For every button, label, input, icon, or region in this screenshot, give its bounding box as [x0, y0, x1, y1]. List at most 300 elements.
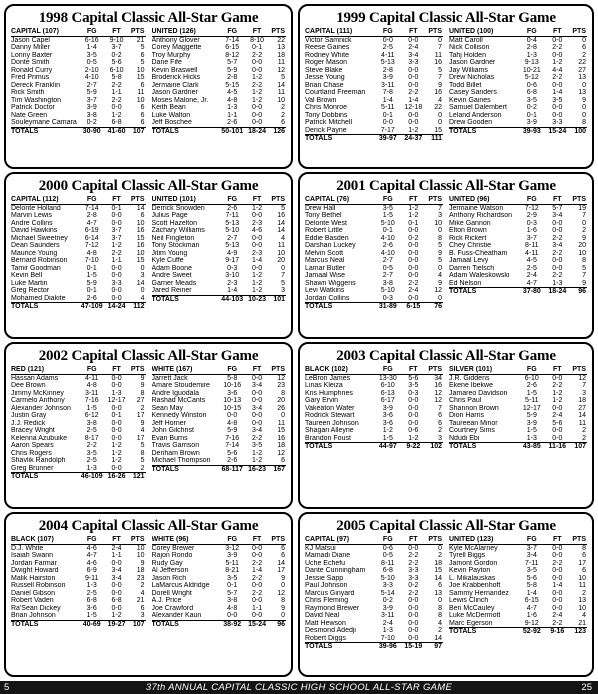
player-row	[152, 242, 287, 250]
player-name: Derrick Snowden	[151, 204, 205, 212]
player-pts: 5	[140, 457, 145, 464]
player-name: Desmond Adedji	[305, 627, 356, 634]
player-pts: 10	[578, 604, 586, 612]
player-ft: 0-0	[111, 559, 122, 567]
player-fg: 1-5	[86, 272, 97, 279]
player-row	[152, 427, 287, 435]
player-fg: 5-10	[380, 219, 395, 227]
player-ft: 2-2	[552, 74, 563, 81]
player-pts: 0	[582, 219, 586, 227]
player-pts: 27	[578, 66, 586, 74]
player-name: Mike Gannon	[449, 219, 491, 227]
player-fg: 6-8	[526, 89, 537, 96]
player-row	[152, 597, 287, 605]
player-fg: 0-0	[227, 412, 238, 419]
totals-label: TOTALS	[11, 473, 78, 481]
player-pts: 10	[136, 66, 145, 74]
player-fg: 5-13	[380, 59, 395, 66]
player-name: Lewis Clinch	[449, 597, 489, 604]
col-ft-header: FT	[402, 28, 425, 36]
player-name: Robert Diggs	[305, 634, 346, 642]
header-row	[305, 366, 443, 374]
player-fg: 2-6	[526, 382, 537, 389]
player-ft: 0-0	[552, 552, 563, 559]
player-ft: 0-0	[252, 242, 263, 249]
player-fg: 6-16	[84, 36, 99, 44]
col-pts-header: PTS	[269, 196, 287, 204]
col-pts-header: PTS	[425, 196, 443, 204]
player-pts: 16	[434, 89, 442, 96]
player-ft: 0-0	[252, 552, 263, 559]
player-row	[11, 390, 146, 398]
player-pts: 5	[281, 74, 285, 81]
player-fg: 6-14	[84, 234, 99, 242]
player-row	[11, 89, 146, 97]
player-row	[449, 112, 587, 120]
player-pts: 12	[578, 374, 586, 382]
totals-ft: 19-27	[105, 620, 128, 628]
player-row	[449, 435, 587, 443]
player-name: Jermaine Watson	[449, 204, 504, 212]
player-name: Delonte West	[305, 219, 347, 227]
player-name: Marcus Neal	[305, 257, 345, 264]
player-row	[152, 272, 287, 280]
player-row	[152, 89, 287, 97]
player-pts: 6	[281, 544, 285, 552]
player-fg: 2-4	[382, 619, 393, 627]
player-fg: 5-11	[525, 397, 539, 404]
player-ft: 8-10	[250, 36, 265, 44]
player-ft: 0-3	[408, 389, 419, 397]
player-row	[305, 382, 443, 390]
player-name: Jason Rich	[151, 574, 187, 582]
player-row	[11, 560, 146, 568]
header-row	[11, 536, 146, 544]
player-row	[152, 59, 287, 67]
player-name: Kevin Bell	[11, 272, 43, 279]
player-fg: 5-9	[526, 412, 537, 419]
player-row	[11, 52, 146, 60]
player-ft: 0-0	[552, 111, 563, 119]
player-name: Jordan Farmar	[11, 559, 57, 567]
player-pts: 0	[438, 36, 442, 44]
player-pts: 4	[281, 234, 285, 242]
player-ft: 1-2	[252, 96, 263, 104]
player-row	[11, 235, 146, 243]
player-row	[11, 112, 146, 120]
player-row	[449, 272, 587, 280]
team-header: RED (121)	[11, 366, 78, 374]
player-ft: 0-0	[111, 374, 122, 382]
player-name: Rajon Rondo	[151, 552, 193, 559]
player-ft: 0-0	[408, 544, 419, 552]
player-ft: 2-2	[552, 234, 563, 242]
player-name: Rick Rickert	[449, 234, 487, 242]
player-fg: 6-15	[225, 44, 240, 51]
col-pts-header: PTS	[269, 536, 287, 544]
team-box-score	[152, 28, 287, 135]
player-name: Vakeaton Wafer	[305, 404, 355, 412]
player-pts: 27	[136, 397, 145, 404]
player-fg: 0-3	[227, 264, 238, 272]
player-ft: 0-0	[111, 212, 122, 219]
box-score-table	[305, 28, 443, 143]
totals-fg: 44-97	[374, 443, 402, 451]
player-row	[305, 227, 443, 235]
player-fg: 5-13	[225, 219, 240, 227]
player-pts: 5	[438, 242, 442, 249]
player-fg: 5-9	[86, 279, 97, 287]
player-fg: 7-10	[380, 634, 395, 642]
player-ft: 0-0	[111, 434, 122, 442]
player-pts: 9	[140, 559, 145, 567]
totals-ft: 15-24	[546, 127, 569, 135]
player-row	[305, 405, 443, 413]
player-row	[305, 605, 443, 613]
player-pts: 0	[140, 287, 145, 294]
player-ft: 0-0	[252, 389, 263, 397]
player-pts: 4	[140, 589, 145, 597]
player-row	[11, 412, 146, 420]
player-pts: 14	[578, 412, 586, 419]
player-ft: 0-1	[408, 219, 419, 227]
player-fg: 3-11	[381, 81, 395, 89]
player-row	[305, 220, 443, 228]
player-ft: 2-2	[252, 589, 263, 597]
player-ft: 1-4	[252, 567, 263, 574]
player-ft: 0-0	[252, 582, 263, 589]
player-row	[152, 552, 287, 560]
player-name: Tony Dobbins	[305, 111, 348, 119]
player-ft: 1-3	[552, 279, 563, 287]
totals-fg: 39-96	[374, 643, 402, 651]
col-fg-header: FG	[374, 536, 402, 544]
player-ft: 2-2	[552, 619, 563, 627]
player-row	[449, 227, 587, 235]
player-name: David Hawkins	[11, 227, 58, 234]
totals-fg: 37-80	[518, 288, 546, 296]
player-ft: 1-2	[408, 204, 419, 212]
totals-label: TOTALS	[305, 643, 374, 651]
player-row	[305, 560, 443, 568]
team-header: SILVER (101)	[449, 366, 518, 374]
totals-pts: 76	[425, 303, 443, 311]
totals-row	[305, 643, 443, 651]
player-ft: 0-0	[252, 412, 263, 419]
player-fg: 5-9	[227, 66, 238, 74]
player-pts: 9	[582, 234, 586, 242]
player-fg: 2-8	[382, 66, 393, 74]
player-row	[449, 390, 587, 398]
player-pts: 5	[438, 66, 442, 74]
player-row	[11, 82, 146, 90]
teams-row	[300, 535, 592, 651]
player-row	[305, 552, 443, 560]
player-row	[152, 544, 287, 552]
player-pts: 0	[281, 612, 285, 619]
player-pts: 9	[281, 604, 285, 612]
totals-row	[11, 127, 146, 135]
player-fg: 1-3	[86, 464, 97, 472]
totals-row	[11, 473, 146, 481]
totals-ft: 10-23	[246, 295, 269, 303]
player-fg: 0-0	[227, 612, 238, 619]
player-pts: 11	[277, 419, 285, 427]
player-name: Paul Johnson	[305, 582, 348, 589]
player-fg: 4-11	[84, 374, 99, 382]
page-footer-bar	[0, 681, 598, 694]
player-ft: 3-5	[552, 96, 563, 104]
player-row	[11, 582, 146, 590]
player-ft: 0-0	[111, 294, 122, 302]
player-pts: 20	[277, 257, 285, 264]
player-pts: 9	[582, 96, 586, 104]
game-title: 2003 Capital Classic All-Star Game	[336, 348, 556, 364]
player-fg: 4-8	[227, 604, 238, 612]
player-row	[305, 127, 443, 135]
player-ft: 1-2	[552, 397, 563, 404]
player-ft: 1-2	[252, 204, 263, 212]
player-row	[305, 412, 443, 420]
player-name: Dion Harris	[449, 412, 485, 419]
player-pts: 8	[438, 604, 442, 612]
player-pts: 0	[582, 111, 586, 119]
player-fg: 6-17	[380, 397, 395, 404]
player-ft: 0-0	[552, 604, 563, 612]
player-ft: 5-8	[111, 74, 122, 81]
player-name: Andre Sweet	[151, 272, 192, 279]
player-name: David Neal	[305, 612, 340, 619]
player-name: Luke Martin	[11, 279, 48, 287]
player-ft: 2-2	[552, 44, 563, 51]
player-pts: 21	[136, 36, 145, 44]
player-fg: 3-8	[86, 111, 97, 119]
player-fg: 5-15	[225, 81, 240, 89]
player-ft: 0-1	[111, 412, 122, 419]
player-ft: 2-3	[252, 219, 263, 227]
player-name: Nick Collison	[449, 44, 490, 51]
player-fg: 4-6	[86, 544, 97, 552]
player-fg: 1-5	[86, 612, 97, 619]
player-ft: 2-4	[552, 612, 563, 619]
player-ft: 6-8	[111, 119, 122, 126]
player-ft: 0-0	[552, 219, 563, 227]
player-name: Carmelo Anthony	[11, 397, 65, 404]
player-name: Corey Maggette	[151, 44, 202, 51]
player-row	[152, 412, 287, 420]
player-ft: 0-0	[408, 619, 419, 627]
totals-row	[152, 295, 287, 303]
player-name: Derick Payne	[305, 126, 347, 134]
player-row	[11, 397, 146, 405]
totals-ft: 16-26	[105, 473, 128, 481]
player-row	[449, 89, 587, 97]
player-ft: 0-0	[552, 36, 563, 44]
player-pts: 12	[277, 66, 285, 74]
teams-row	[6, 365, 291, 481]
player-fg: 4-10	[380, 234, 395, 242]
player-fg: 8-11	[525, 242, 539, 249]
player-pts: 5	[582, 264, 586, 272]
game-title: 2001 Capital Classic All-Star Game	[336, 178, 556, 194]
player-ft: 2-2	[252, 81, 263, 89]
player-pts: 9	[438, 249, 442, 257]
player-row	[152, 605, 287, 613]
player-pts: 16	[434, 382, 442, 389]
player-ft: 0-0	[552, 104, 563, 111]
box-score-table	[152, 28, 287, 135]
player-fg: 0-1	[86, 264, 97, 272]
player-row	[305, 295, 443, 303]
player-pts: 22	[434, 104, 442, 111]
totals-ft: 9-16	[546, 628, 569, 636]
player-name: Anthony Richardson	[449, 212, 513, 219]
player-pts: 0	[438, 544, 442, 552]
player-fg: 5-11	[225, 559, 239, 567]
player-ft: 0-2	[408, 582, 419, 589]
player-pts: 7	[582, 272, 586, 279]
player-ft: 1-1	[252, 604, 263, 612]
player-name: Dean Saunders	[11, 242, 60, 249]
player-fg: 3-7	[526, 544, 537, 552]
player-name: D.J. White	[11, 544, 44, 552]
player-ft: 0-0	[408, 419, 419, 427]
player-fg: 1-1	[227, 111, 238, 119]
player-name: Kris Humphries	[305, 389, 353, 397]
player-name: Shavlik Randolph	[11, 457, 66, 464]
player-pts: 5	[438, 257, 442, 264]
player-row	[152, 74, 287, 82]
player-name: Robert Vaden	[11, 597, 54, 604]
game-box	[4, 172, 293, 339]
player-ft: 1-3	[111, 389, 122, 397]
player-pts: 6	[438, 412, 442, 419]
player-ft: 0-0	[111, 287, 122, 294]
player-ft: 0-0	[252, 104, 263, 111]
player-ft: 0-0	[408, 111, 419, 119]
player-ft: 2-2	[252, 51, 263, 59]
player-ft: 1-2	[111, 612, 122, 619]
player-ft: 1-2	[111, 449, 122, 457]
player-name: Delonte Holland	[11, 204, 61, 212]
player-name: Anthony Glover	[151, 36, 200, 44]
player-row	[11, 295, 146, 303]
totals-label: TOTALS	[11, 620, 78, 628]
player-pts: 13	[578, 74, 586, 81]
team-box-score	[152, 536, 287, 628]
player-row	[305, 104, 443, 112]
game-title: 2005 Capital Classic All-Star Game	[336, 518, 556, 534]
player-name: Taureen Johnson	[305, 419, 359, 427]
player-row	[449, 265, 587, 273]
player-pts: 12	[434, 287, 442, 294]
player-name: Garner Meads	[151, 279, 197, 287]
player-name: Moses Malone, Jr.	[151, 96, 209, 104]
player-row	[305, 212, 443, 220]
player-fg: 3-11	[381, 612, 395, 619]
player-name: Kevin Braswell	[151, 66, 198, 74]
player-name: John Gilchrist	[151, 427, 194, 434]
player-row	[449, 250, 587, 258]
game-title: 2002 Capital Classic All-Star Game	[38, 348, 259, 364]
player-fg: 5-9	[86, 89, 97, 96]
player-pts: 12	[434, 397, 442, 404]
player-pts: 11	[137, 89, 145, 96]
player-name: Casey Sanders	[449, 89, 497, 96]
player-pts: 6	[140, 212, 145, 219]
player-fg: 8-17	[84, 434, 99, 442]
player-ft: 0-0	[111, 589, 122, 597]
player-ft: 3-4	[552, 242, 563, 249]
player-pts: 13	[578, 597, 586, 604]
player-row	[11, 457, 146, 465]
player-row	[11, 59, 146, 67]
player-name: Evan Burns	[151, 434, 188, 442]
player-name: Joe Crawford	[151, 604, 194, 612]
player-row	[305, 427, 443, 435]
player-ft: 3-4	[408, 51, 419, 59]
player-fg: 3-8	[382, 279, 393, 287]
player-ft: 5-6	[552, 419, 563, 427]
totals-pts: 96	[569, 288, 587, 296]
player-fg: 4-7	[526, 279, 537, 287]
player-fg: 2-5	[382, 44, 393, 51]
player-name: J.R. Giddens	[449, 374, 490, 382]
player-pts: 26	[277, 404, 285, 412]
player-fg: 13-30	[378, 374, 397, 382]
player-ft: 2-4	[408, 44, 419, 51]
player-name: Samuel Dalembert	[449, 104, 507, 111]
totals-ft: 14-24	[105, 303, 128, 311]
player-row	[152, 575, 287, 583]
player-fg: 1-5	[382, 212, 393, 219]
player-pts: 12	[277, 449, 285, 457]
totals-ft: 9-22	[402, 443, 425, 451]
player-name: Jimmy McKinney	[11, 389, 64, 397]
col-ft-header: FT	[546, 366, 569, 374]
player-fg: 7-14	[225, 36, 240, 44]
player-row	[305, 612, 443, 620]
totals-pts: 100	[569, 127, 587, 135]
team-header: CAPITAL (111)	[305, 28, 374, 36]
player-fg: 5-8	[526, 582, 537, 589]
team-header: CAPITAL (112)	[11, 196, 78, 204]
player-pts: 6	[438, 582, 442, 589]
player-ft: 1-2	[111, 242, 122, 249]
player-row	[305, 36, 443, 44]
totals-fg: 44-103	[219, 295, 246, 303]
totals-fg: 47-109	[78, 303, 105, 311]
totals-pts: 111	[425, 135, 443, 143]
player-pts: 9	[582, 279, 586, 287]
player-pts: 11	[578, 419, 586, 427]
player-ft: 0-0	[552, 227, 563, 234]
player-name: Michael Sweetney	[11, 234, 68, 242]
player-fg: 0-5	[86, 59, 97, 66]
col-ft-header: FT	[546, 536, 569, 544]
player-pts: 14	[136, 204, 145, 212]
player-fg: 9-12	[524, 619, 539, 627]
col-pts-header: PTS	[569, 536, 587, 544]
player-fg: 3-9	[382, 604, 393, 612]
team-box-score	[11, 536, 146, 628]
player-fg: 10-15	[223, 404, 242, 412]
col-fg-header: FG	[219, 366, 246, 374]
player-name: Jamaal Wise	[305, 272, 346, 279]
player-name: Roger Mason	[305, 59, 348, 66]
player-row	[152, 97, 287, 105]
col-pts-header: PTS	[128, 196, 146, 204]
